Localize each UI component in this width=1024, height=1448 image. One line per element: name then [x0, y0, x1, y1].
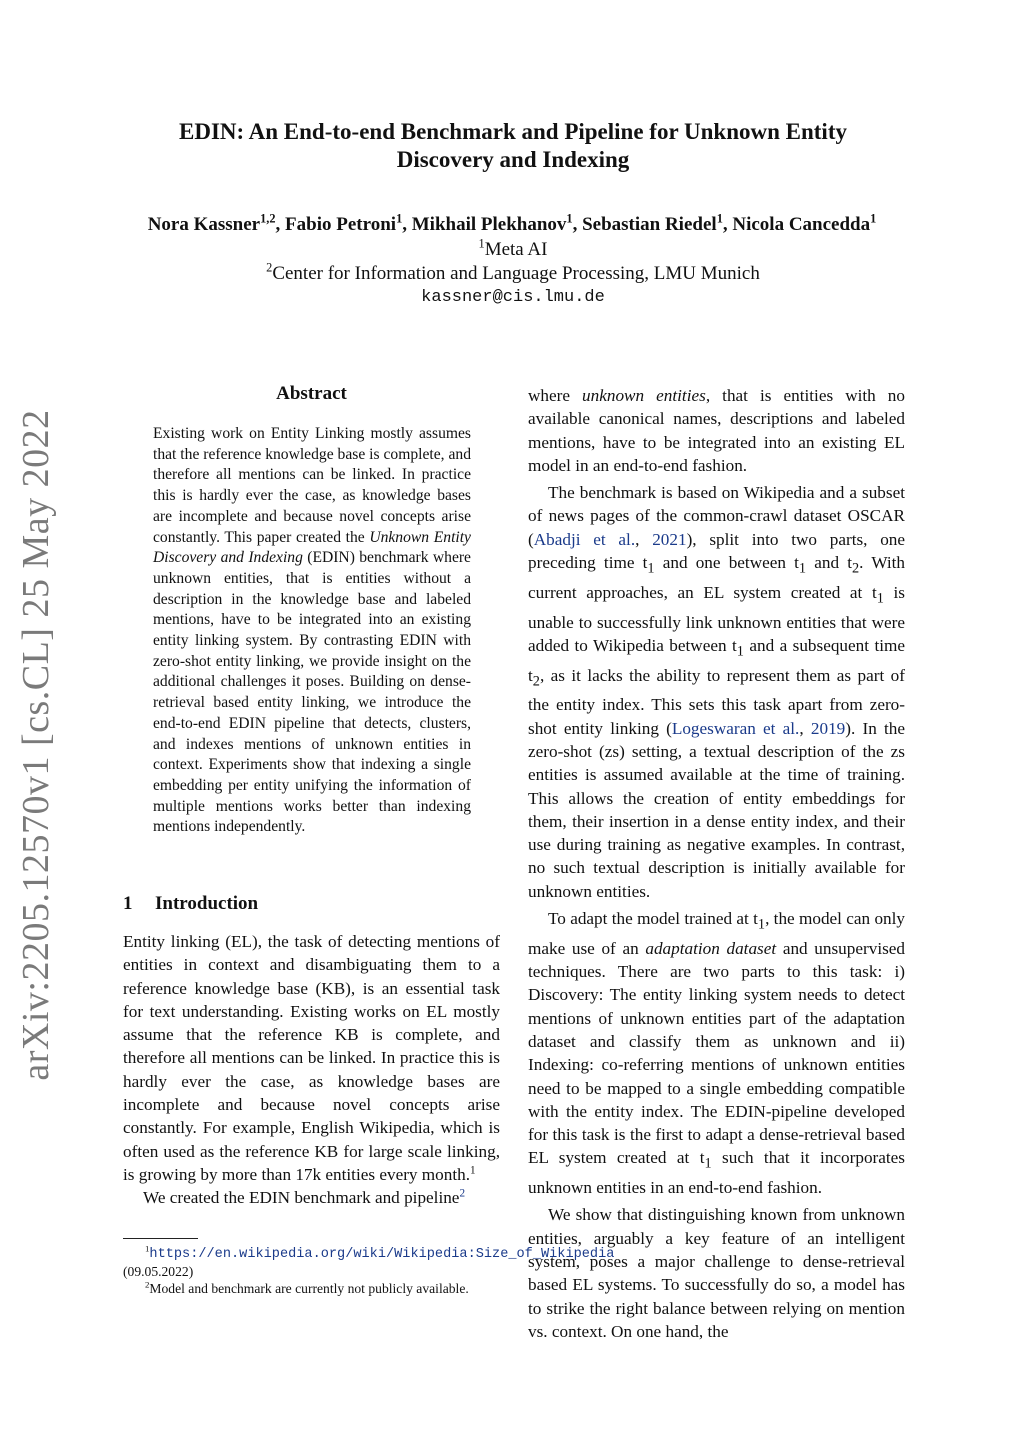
paper-title: EDIN: An End-to-end Benchmark and Pipeline for Unknown Entity Discovery and Indexing [179, 119, 847, 172]
author-list: Nora Kassner$^{1,2}$, Fabio Petroni$^1$, Mikhail Plekhanov$^1$, Sebastian Riedel$^1$, Nicola Cancedda$^1$ [147, 211, 877, 235]
author-name: Mikhail Plekhanov [411, 214, 567, 235]
citation-link[interactable]: Logeswaran et al. [671, 718, 800, 738]
footnote-link[interactable]: https://en.wikipedia.org/wiki/Wikipedia:Size_of_Wikipedia [149, 1247, 615, 1262]
footnote-divider [123, 1238, 198, 1239]
citation-year-link[interactable]: 2019 [810, 718, 846, 738]
author-name: Sebastian Riedel [582, 214, 717, 235]
abstract-heading: Abstract [276, 383, 347, 404]
citation-year-link[interactable]: 2021 [652, 529, 687, 549]
body-paragraph: The benchmark is based on Wikipedia and a subset of news pages of the common-crawl dataset OSCAR (Abadji et al., 2021), split into two parts, one preceding time $t_1$ and one between $t_1$ and $t_2$. With current approaches, an EL system created at $t_1$ is unable to successfully link unknown entities that were added to Wikipedia between $t_1$ and a subsequent time $t_2$, as it lacks the ability to represent them as part of the entity index. This sets this task apart from zero-shot entity linking (Logeswaran et al., 2019). In the zero-shot (zs) setting, a textual description of the zs entities is assumed available at the time of training. This allows the creation of entity embeddings for them, their insertion in a dense entity index, and their use during training as negative examples. In contrast, no such textual description is initially available for unknown entities. [528, 483, 906, 901]
body-paragraph: To adapt the model trained at $t_1$, the model can only make use of an adaptation dataset and unsupervised techniques. There are two parts to this task: i) Discovery: The entity linking system needs to detect mentions of unknown entities part of the adaptation dataset and classify them as unknown and ii) Indexing: co-referring mentions of unknown entities need to be mapped to a single embedding compatible with the entity index. The EDIN-pipeline developed for this task is the first to adapt a dense-retrieval based EL system created at $t_1$ such that it incorporates unknown entities in an end-to-end fashion. [528, 908, 906, 1198]
intro-paragraph: Entity linking (EL), the task of detecting mentions of entities in context and disambiguating them to a reference knowledge base (KB), is an essential task for text understanding. Existing works on EL mostly assume that the reference KB is complete, and therefore all mentions can be linked. In practice this is hardly ever the case, as knowledge bases are incomplete and because novel concepts arise constantly. For example, English Wikipedia, which is often used as the reference KB for large scale linking, is growing by more than 17k entities every month.$^1$ [123, 932, 500, 1184]
intro-left-column [123, 930, 500, 1210]
author-name: Nicola Cancedda [732, 214, 871, 235]
affiliation-1: $^1$Meta AI [478, 236, 548, 260]
section-heading-introduction: 1 Introduction [123, 893, 259, 914]
footnote-1: $^1$https://en.wikipedia.org/wiki/Wikipedia:Size_of_Wikipedia (09.05.2022) [123, 1243, 615, 1279]
right-column [528, 384, 905, 1343]
author-email[interactable]: kassner@cis.lmu.de [421, 288, 605, 307]
body-paragraph: We show that distinguishing known from unknown entities, arguably a key feature of an intelligent system, poses a major challenge to dense-retrieval based EL systems. To successfully do so, a model has to strike the right balance between relying on mention vs. context. On one hand, the [528, 1205, 905, 1341]
author-name: Nora Kassner [147, 214, 261, 235]
abstract-text: Existing work on Entity Linking mostly assumes that the reference knowledge base is complete, and therefore all mentions can be linked. In practice this is hardly ever the case, as knowledge bases are incomplete and because novel concepts arise constantly. This paper created the Unknown Entity Discovery and Indexing (EDIN) benchmark where unknown entities, that is entities without a description in the knowledge base and labeled mentions, have to be integrated into an existing entity linking system. By contrasting EDIN with zero-shot entity linking, we provide insight on the additional challenges it poses. Building on dense-retrieval based entity linking, we introduce the end-to-end EDIN pipeline that detects, clusters, and indexes mentions of unknown entities in context. Experiments show that indexing a single embedding per entity unifying the information of multiple mentions works better than indexing mentions independently. [153, 425, 471, 836]
footnote-2: $^2$Model and benchmark are currently not publicly available. [145, 1279, 469, 1296]
footnotes [123, 1243, 615, 1297]
author-name: Fabio Petroni [285, 214, 397, 235]
footnote-marker[interactable]: 2 [459, 1187, 466, 1200]
footnote-marker[interactable]: 1 [470, 1164, 476, 1177]
citation-link[interactable]: Abadji et al. [533, 529, 636, 549]
intro-paragraph: We created the EDIN benchmark and pipeline$^2$ [143, 1187, 466, 1208]
affiliation-2: $^2$Center for Information and Language Processing, LMU Munich [266, 260, 760, 284]
body-paragraph: where unknown entities, that is entities with no available canonical names, descriptions and labeled mentions, have to be integrated into an existing EL model in an end-to-end fashion. [528, 386, 905, 475]
